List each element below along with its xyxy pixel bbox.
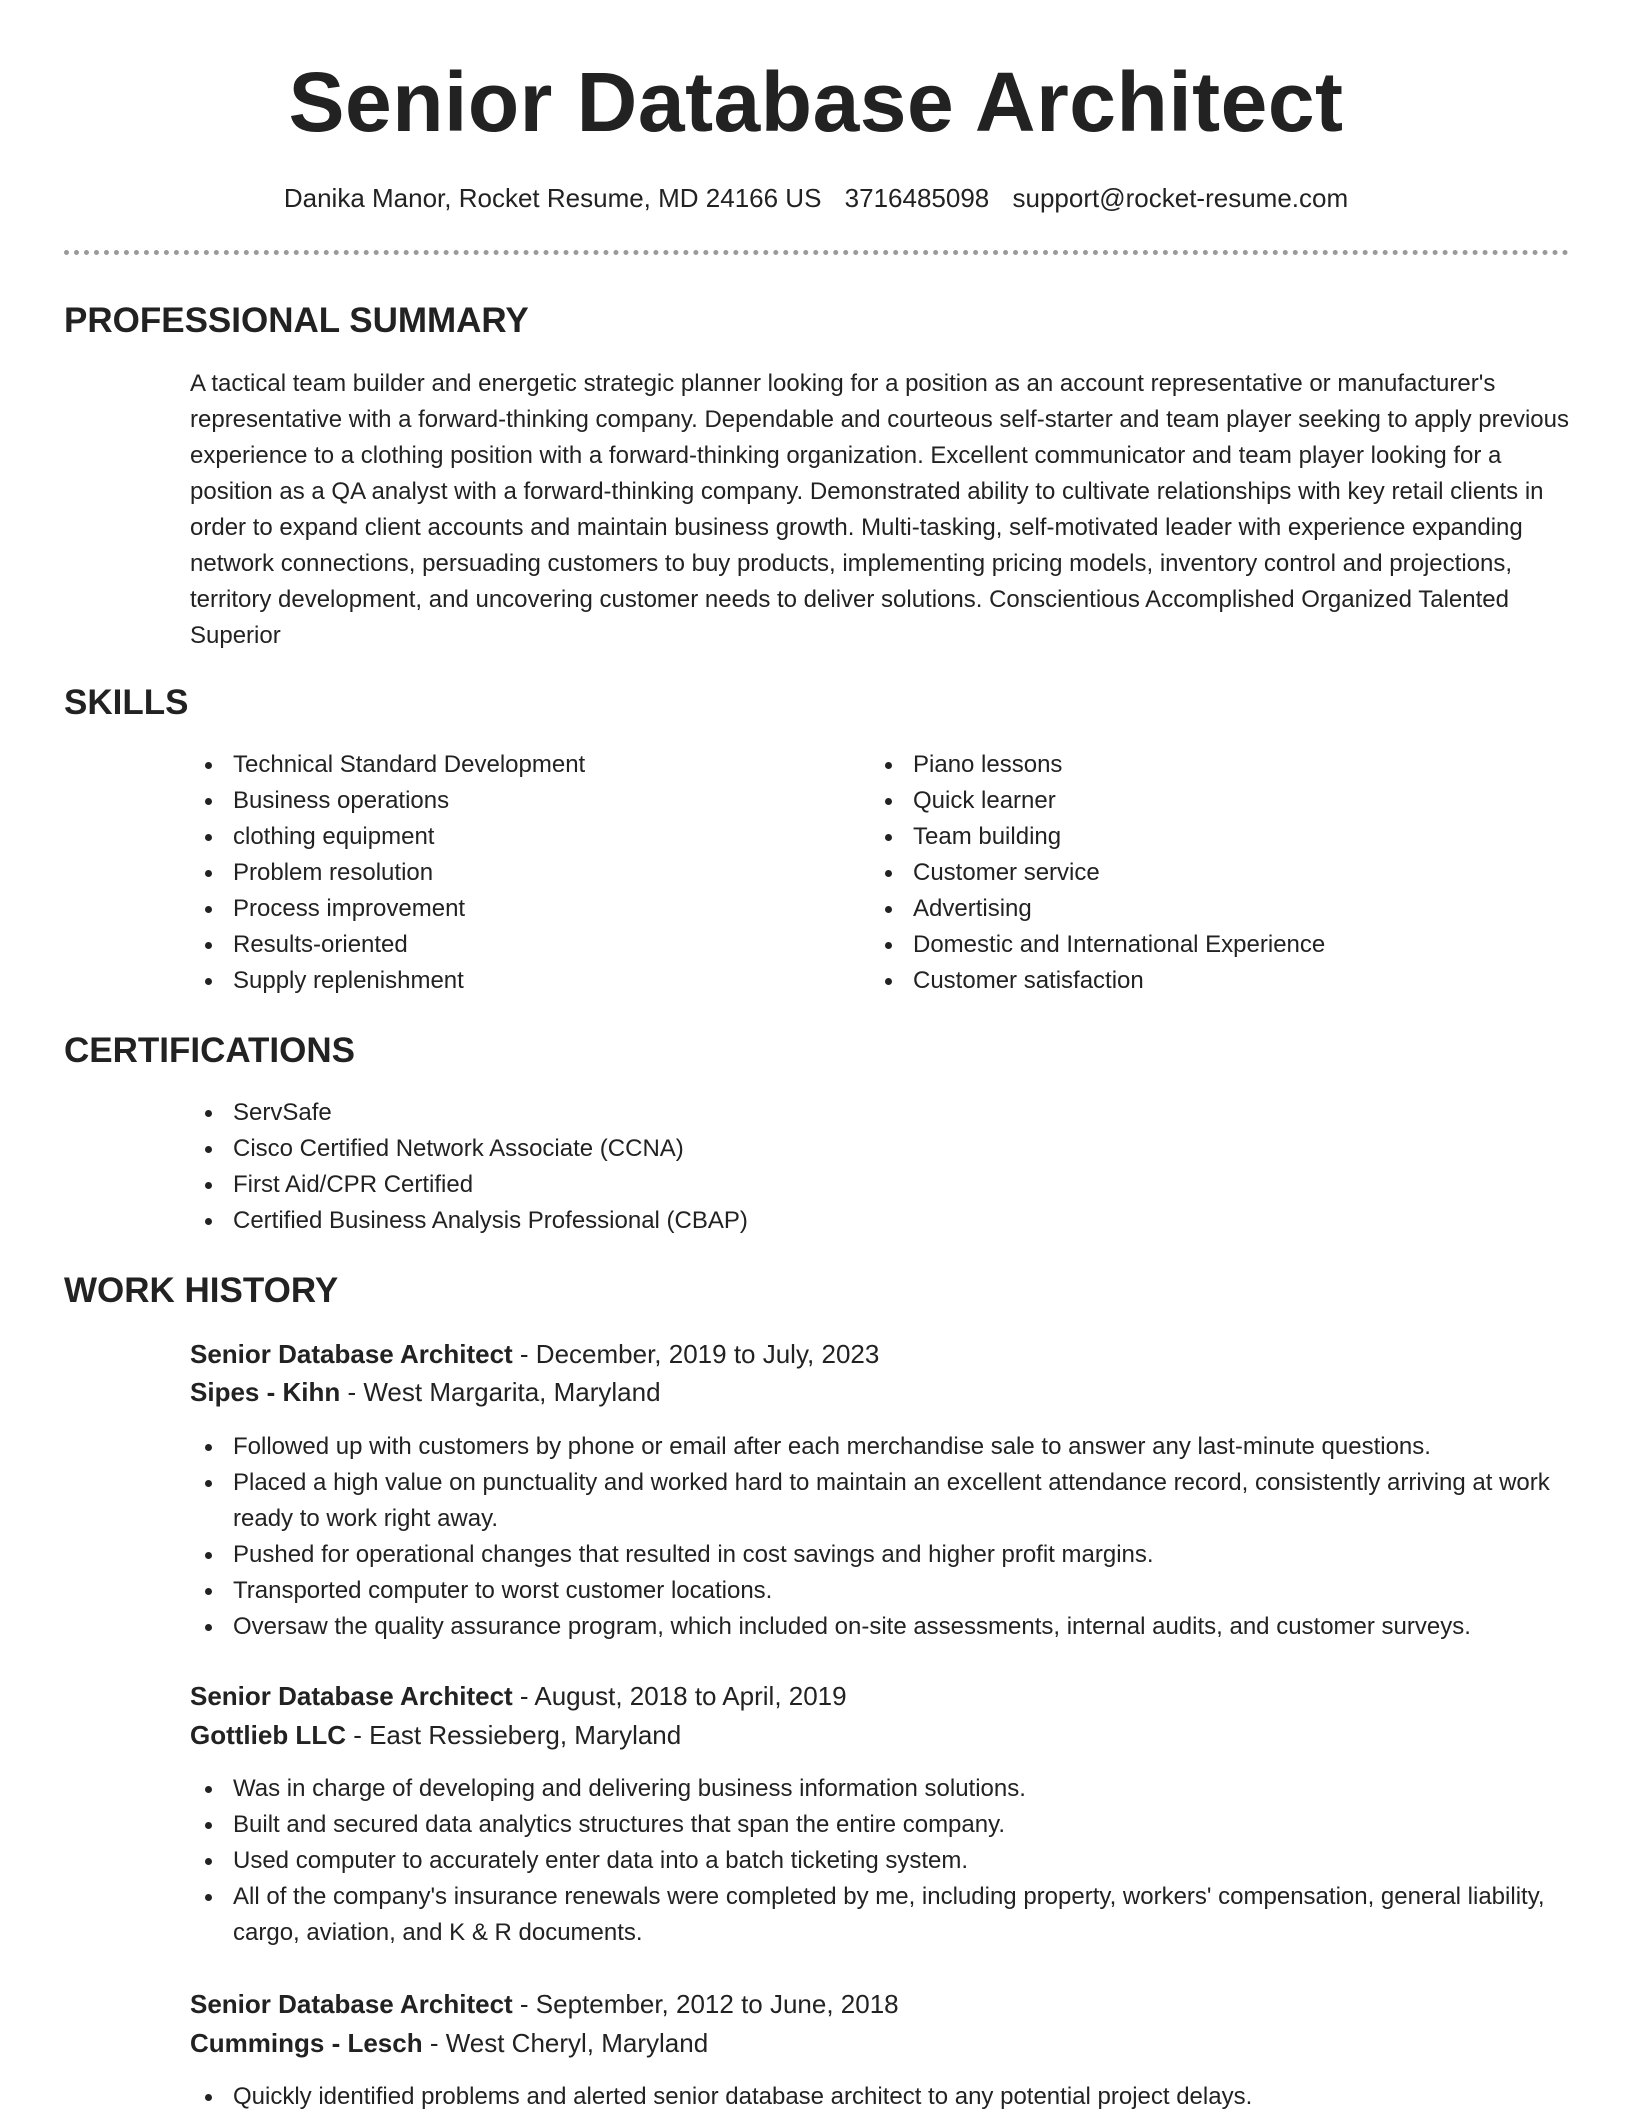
job-title: Senior Database Architect xyxy=(190,1681,513,1711)
contact-address: Danika Manor, Rocket Resume, MD 24166 US xyxy=(283,183,822,213)
job-bullet: Was in charge of developing and delivering business information solutions. xyxy=(190,1771,1570,1807)
skill-item: Process improvement xyxy=(190,891,830,927)
job-title-line xyxy=(190,1335,879,1373)
skill-item: Customer satisfaction xyxy=(870,963,1570,999)
contact-line xyxy=(0,180,1632,216)
certification-item: ServSafe xyxy=(190,1095,1570,1131)
skill-item: Team building xyxy=(870,819,1570,855)
job-bullet: Oversaw the quality assurance program, which included on-site assessments, internal audits, and customer surveys. xyxy=(190,1609,1570,1645)
skill-item: Domestic and International Experience xyxy=(870,927,1570,963)
section-title-work-history: WORK HISTORY xyxy=(64,1271,339,1310)
job-dates: - December, 2019 to July, 2023 xyxy=(512,1339,880,1369)
job-dates: - August, 2018 to April, 2019 xyxy=(512,1681,847,1711)
section-title-summary: PROFESSIONAL SUMMARY xyxy=(64,301,529,340)
skill-item: clothing equipment xyxy=(190,819,830,855)
job-location: - West Cheryl, Maryland xyxy=(422,2028,709,2058)
skill-item: Advertising xyxy=(870,891,1570,927)
skills-list-right xyxy=(870,747,1570,999)
job-dates: - September, 2012 to June, 2018 xyxy=(512,1989,899,2019)
job-company: Cummings - Lesch xyxy=(190,2028,423,2058)
job-bullet: Followed up with customers by phone or email after each merchandise sale to answer any last-minute questions. xyxy=(190,1429,1570,1465)
skill-item: Supply replenishment xyxy=(190,963,830,999)
job-location: - East Ressieberg, Maryland xyxy=(345,1720,682,1750)
job-bullet: Placed a high value on punctuality and worked hard to maintain an excellent attendance record, consistently arriving at work ready to work right away. xyxy=(190,1465,1570,1537)
certification-item: First Aid/CPR Certified xyxy=(190,1167,1570,1203)
job-company-line xyxy=(190,1716,681,1754)
job-bullet: Built and secured data analytics structures that span the entire company. xyxy=(190,1807,1570,1843)
skill-item: Results-oriented xyxy=(190,927,830,963)
skills-list-left xyxy=(190,747,830,999)
job-bullet: Transported computer to worst customer locations. xyxy=(190,1573,1570,1609)
job-company: Gottlieb LLC xyxy=(190,1720,346,1750)
job-bullets xyxy=(190,2079,1570,2115)
job-bullets xyxy=(190,1771,1570,1951)
job-bullet: Pushed for operational changes that resulted in cost savings and higher profit margins. xyxy=(190,1537,1570,1573)
skill-item: Quick learner xyxy=(870,783,1570,819)
job-title: Senior Database Architect xyxy=(190,1339,513,1369)
job-company: Sipes - Kihn xyxy=(190,1377,341,1407)
certification-item: Cisco Certified Network Associate (CCNA) xyxy=(190,1131,1570,1167)
job-company-line xyxy=(190,2024,708,2062)
contact-email: support@rocket-resume.com xyxy=(1012,183,1349,213)
summary-text: A tactical team builder and energetic strategic planner looking for a position as an account representative or manufacturer's representative with a forward-thinking company. Dependable and courteous self-starter and team player seeking to apply previous experience to a clothing position with a forward-thinking organization. Excellent communicator and team player looking for a position as a QA analyst with a forward-thinking company. Demonstrated ability to cultivate relationships with key retail clients in order to expand client accounts and maintain business growth. Multi-tasking, self-motivated leader with experience expanding network connections, persuading customers to buy products, implementing pricing models, inventory control and projections, territory development, and uncovering customer needs to deliver solutions. Conscientious Accomplished Organized Talented Superior xyxy=(190,370,1569,649)
skill-item: Technical Standard Development xyxy=(190,747,830,783)
job-company-line xyxy=(190,1373,661,1411)
job-bullet: Used computer to accurately enter data into a batch ticketing system. xyxy=(190,1843,1570,1879)
resume-name-title: Senior Database Architect xyxy=(288,55,1344,149)
skill-item: Piano lessons xyxy=(870,747,1570,783)
job-bullet: Quickly identified problems and alerted senior database architect to any potential project delays. xyxy=(190,2079,1570,2115)
skill-item: Problem resolution xyxy=(190,855,830,891)
job-bullets xyxy=(190,1429,1570,1645)
job-location: - West Margarita, Maryland xyxy=(340,1377,661,1407)
header-divider xyxy=(64,250,1569,255)
skill-item: Business operations xyxy=(190,783,830,819)
section-title-skills: SKILLS xyxy=(64,683,189,722)
certification-item: Certified Business Analysis Professional (CBAP) xyxy=(190,1203,1570,1239)
job-title: Senior Database Architect xyxy=(190,1989,513,2019)
skill-item: Customer service xyxy=(870,855,1570,891)
section-title-certifications: CERTIFICATIONS xyxy=(64,1031,356,1070)
certifications-list xyxy=(190,1095,1570,1239)
contact-phone: 3716485098 xyxy=(844,183,990,213)
job-bullet: All of the company's insurance renewals were completed by me, including property, workers' compensation, general liability, cargo, aviation, and K & R documents. xyxy=(190,1879,1570,1951)
job-title-line xyxy=(190,1677,847,1715)
job-title-line xyxy=(190,1985,899,2023)
